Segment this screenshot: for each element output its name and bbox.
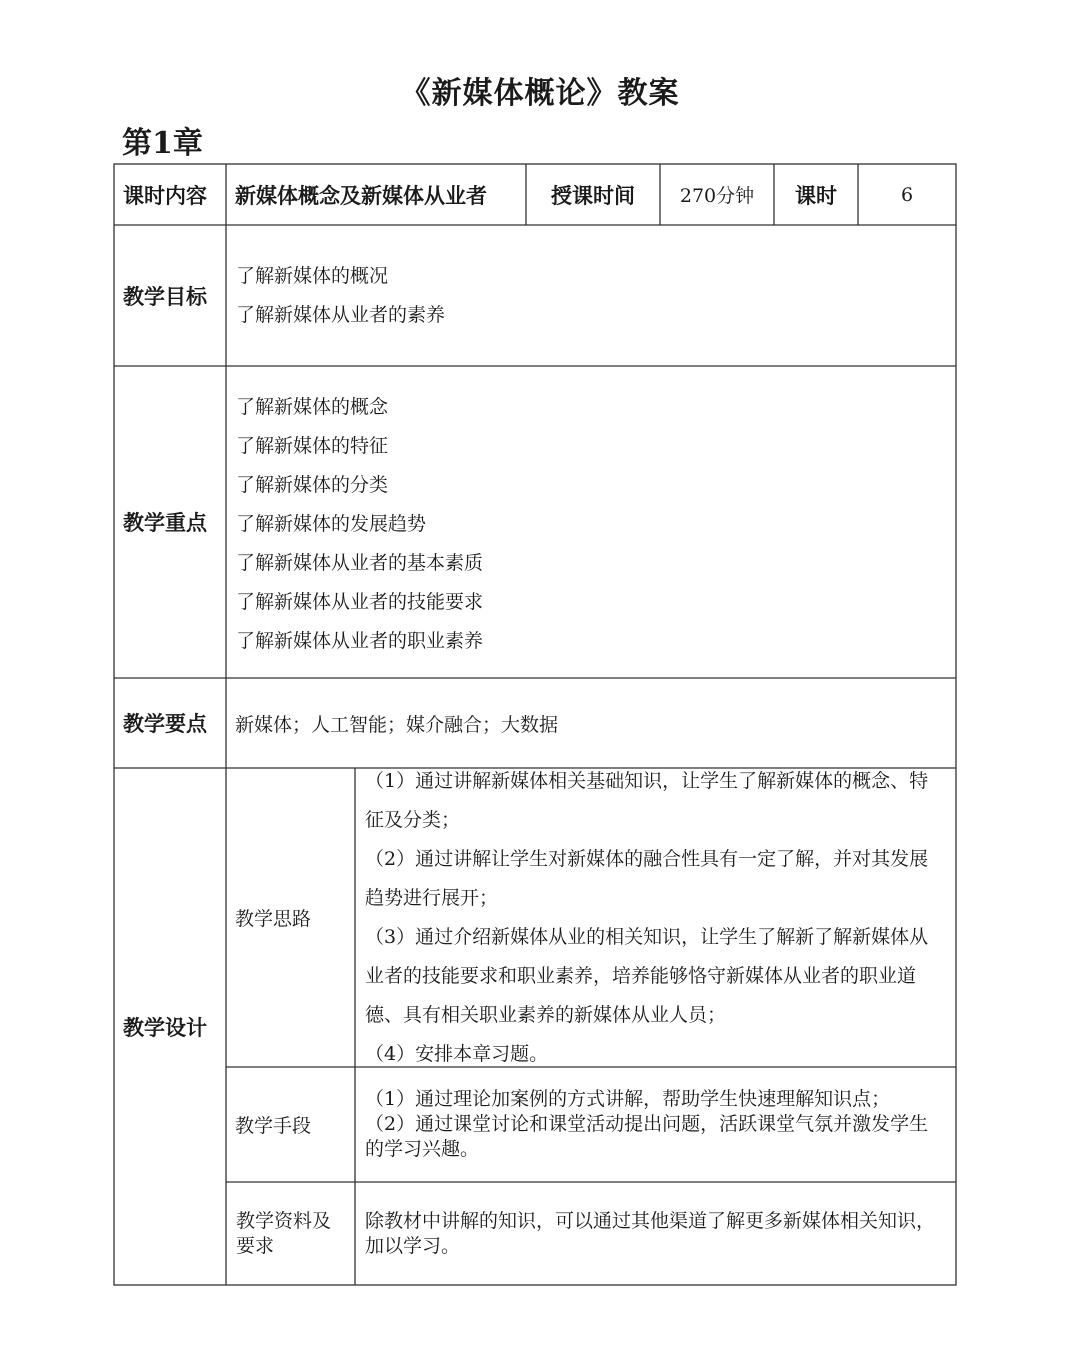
approach-line: 征及分类； xyxy=(365,808,461,831)
chapter-heading: 第1章 xyxy=(122,126,203,161)
content-label: 课时内容 xyxy=(123,183,207,208)
approach-label: 教学思路 xyxy=(235,908,312,930)
document-title: 《新媒体概论》教案 xyxy=(400,76,680,111)
approach-line: （2）通过讲解让学生对新媒体的融合性具有一定了解，并对其发展 xyxy=(365,847,929,870)
materials-line: 加以学习。 xyxy=(365,1234,461,1257)
hours-label: 课时 xyxy=(795,183,837,208)
key-point-item: 了解新媒体从业者的技能要求 xyxy=(236,590,484,613)
approach-line: （4）安排本章习题。 xyxy=(365,1042,549,1065)
approach-line: 德、具有相关职业素养的新媒体从业人员； xyxy=(365,1003,727,1026)
objectives-label: 教学目标 xyxy=(123,284,207,309)
materials-text xyxy=(365,1182,953,1285)
key-point-item: 了解新媒体的发展趋势 xyxy=(236,512,427,535)
key-point-item: 了解新媒体的特征 xyxy=(236,434,389,457)
essentials-label: 教学要点 xyxy=(123,712,207,736)
methods-text xyxy=(365,1067,953,1182)
materials-line: 除教材中讲解的知识，可以通过其他渠道了解更多新媒体相关知识， xyxy=(365,1209,936,1232)
approach-line: 趋势进行展开； xyxy=(365,886,499,909)
hours-value: 6 xyxy=(900,183,914,206)
approach-line: （3）通过介绍新媒体从业的相关知识，让学生了解新了解新媒体从 xyxy=(365,925,929,948)
objective-item: 了解新媒体的概况 xyxy=(236,264,389,287)
key-point-item: 了解新媒体的分类 xyxy=(236,473,389,496)
materials-label-line: 要求 xyxy=(236,1234,275,1257)
objective-item: 了解新媒体从业者的素养 xyxy=(236,303,446,326)
content-value: 新媒体概念及新媒体从业者 xyxy=(235,183,487,208)
approach-line: （1）通过讲解新媒体相关基础知识，让学生了解新媒体的概念、特 xyxy=(365,769,929,792)
key-point-item: 了解新媒体的概念 xyxy=(236,395,389,418)
design-label: 教学设计 xyxy=(123,1015,207,1040)
key-point-item: 了解新媒体从业者的基本素质 xyxy=(236,551,484,574)
approach-text xyxy=(365,763,953,1072)
key-points-label: 教学重点 xyxy=(123,511,207,535)
time-label: 授课时间 xyxy=(551,183,635,208)
key-points-list xyxy=(236,378,946,670)
methods-line: 的学习兴趣。 xyxy=(365,1138,480,1160)
key-point-item: 了解新媒体从业者的职业素养 xyxy=(236,629,484,652)
materials-label xyxy=(236,1182,355,1285)
methods-line: （1）通过理论加案例的方式讲解，帮助学生快速理解知识点； xyxy=(365,1088,891,1110)
essentials-value: 新媒体；人工智能；媒介融合；大数据 xyxy=(235,713,559,736)
methods-label: 教学手段 xyxy=(235,1115,312,1137)
materials-label-line: 教学资料及 xyxy=(236,1209,332,1232)
time-value: 270分钟 xyxy=(679,185,755,207)
methods-line: （2）通过课堂讨论和课堂活动提出问题，活跃课堂气氛并激发学生 xyxy=(365,1113,929,1135)
approach-line: 业者的技能要求和职业素养，培养能够恪守新媒体从业者的职业道 xyxy=(365,964,917,987)
objectives-list xyxy=(236,225,946,366)
